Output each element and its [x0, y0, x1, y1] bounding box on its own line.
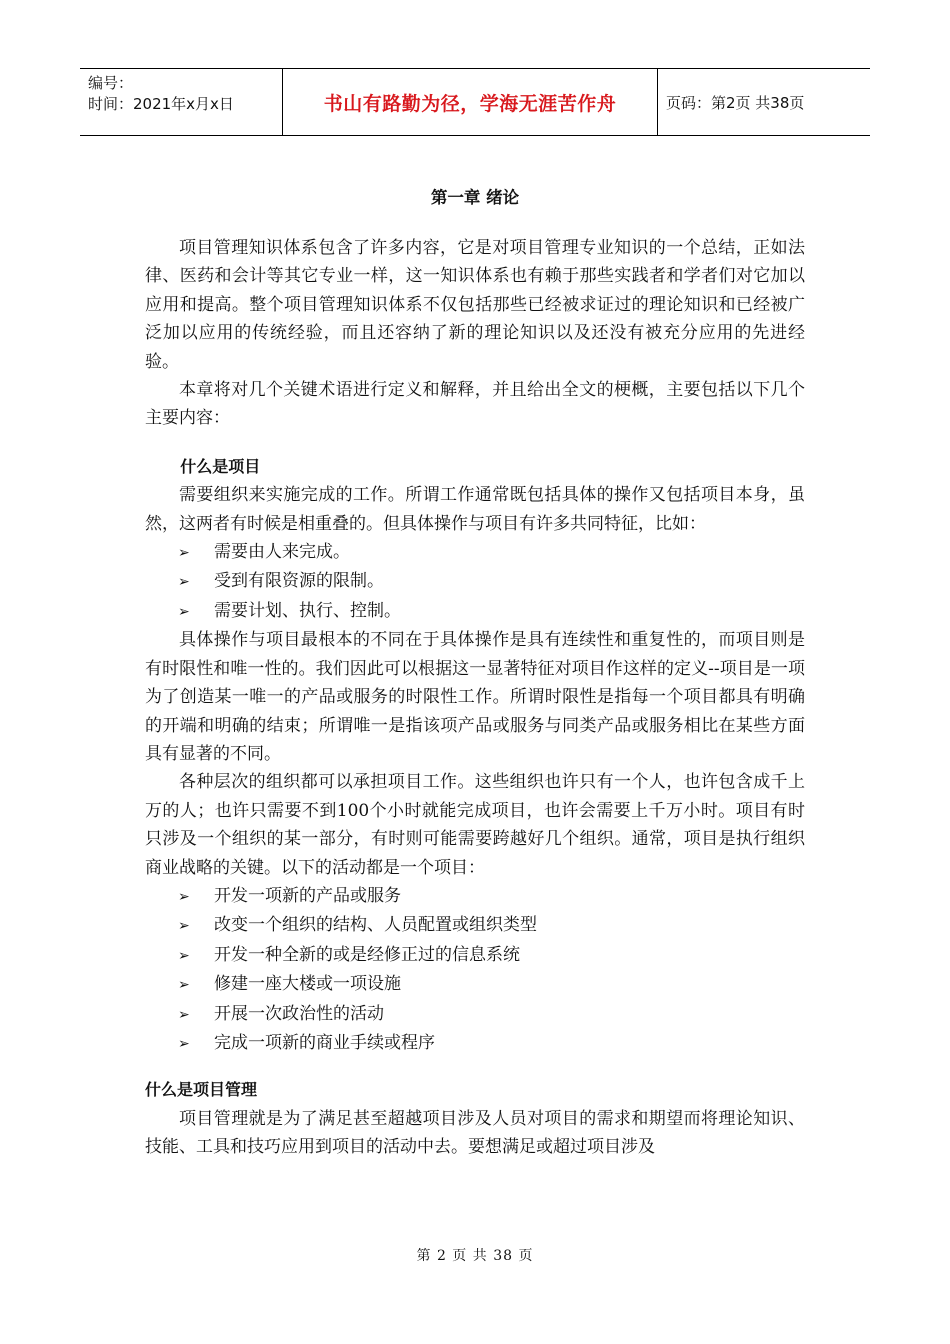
chapter-title: 第一章 绪论	[430, 188, 520, 207]
spacer	[145, 1058, 805, 1076]
header-date: 时间：2021年x月x日	[88, 95, 234, 113]
arrow-bullet-icon: ➢	[178, 603, 190, 620]
section1-paragraph-1: 需要组织来实施完成的工作。所谓工作通常既包括具体的操作又包括项目本身，虽然，这两者有时候是相重叠的。但具体操作与项目有许多共同特征，比如：	[145, 485, 805, 534]
list-item: ➢ 需要计划、执行、控制。	[178, 597, 805, 626]
document-header	[80, 68, 870, 136]
arrow-bullet-icon: ➢	[178, 574, 190, 591]
list-item: ➢ 开发一项新的产品或服务	[178, 882, 805, 911]
arrow-bullet-icon: ➢	[178, 947, 190, 964]
list-item: ➢ 受到有限资源的限制。	[178, 567, 805, 596]
arrow-bullet-icon: ➢	[178, 1006, 190, 1023]
section1-paragraph-3: 各种层次的组织都可以承担项目工作。这些组织也许只有一个人，也许包含成千上万的人；也许只需要不到100个小时就能完成项目，也许会需要上千万小时。项目有时只涉及一个组织的某一部分，有时则可能需要跨越好几个组织。通常，项目是执行组织商业战略的关键。以下的活动都是一个项目：	[145, 772, 805, 878]
list-item: ➢ 开发一种全新的或是经修正过的信息系统	[178, 941, 805, 970]
arrow-bullet-icon: ➢	[178, 545, 190, 562]
page-footer: 第 2 页 共 38 页	[416, 1248, 534, 1264]
list-item: ➢ 改变一个组织的结构、人员配置或组织类型	[178, 911, 805, 940]
section-heading-what-is-project-management: 什么是项目管理	[145, 1080, 258, 1100]
section2-paragraph-1: 项目管理就是为了满足甚至超越项目涉及人员对项目的需求和期望而将理论知识、技能、工具和技巧应用到项目的活动中去。要想满足或超过项目涉及	[145, 1108, 805, 1158]
arrow-bullet-icon: ➢	[178, 977, 190, 994]
arrow-bullet-icon: ➢	[178, 888, 190, 905]
header-motto: 书山有路勤为径，学海无涯苦作舟	[282, 69, 658, 135]
bullet-list-activities	[145, 882, 805, 1058]
header-page-info: 页码：第2页 共38页	[666, 93, 805, 112]
document-body	[145, 182, 805, 1162]
header-number-label: 编号：	[88, 74, 134, 92]
arrow-bullet-icon: ➢	[178, 918, 190, 935]
header-meta	[80, 69, 282, 135]
spacer	[145, 433, 805, 453]
intro-paragraph-1: 项目管理知识体系包含了许多内容，它是对项目管理专业知识的一个总结，正如法律、医药和会计等其它专业一样，这一知识体系也有赖于那些实践者和学者们对它加以应用和提高。整个项目管理知识体系不仅包括那些已经被求证过的理论知识和已经被广泛加以应用的传统经验，而且还容纳了新的理论知识以及还没有被充分应用的先进经验。	[145, 238, 805, 372]
list-item: ➢ 完成一项新的商业手续或程序	[178, 1029, 805, 1058]
list-item: ➢ 修建一座大楼或一项设施	[178, 970, 805, 999]
list-item: ➢ 开展一次政治性的活动	[178, 1000, 805, 1029]
intro-paragraph-2: 本章将对几个关键术语进行定义和解释，并且给出全文的梗概，主要包括以下几个主要内容：	[145, 380, 805, 429]
section-heading-what-is-project: 什么是项目	[180, 456, 261, 476]
section1-paragraph-2: 具体操作与项目最根本的不同在于具体操作是具有连续性和重复性的，而项目则是有时限性和唯一性的。我们因此可以根据这一显著特征对项目作这样的定义--项目是一项为了创造某一唯一的产品或服务的时限性工作。所谓时限性是指每一个项目都具有明确的开端和明确的结束；所谓唯一是指该项产品或服务与同类产品或服务相比在某些方面具有显著的不同。	[145, 630, 805, 764]
arrow-bullet-icon: ➢	[178, 1035, 190, 1052]
list-item: ➢ 需要由人来完成。	[178, 538, 805, 567]
bullet-list-features	[145, 538, 805, 626]
